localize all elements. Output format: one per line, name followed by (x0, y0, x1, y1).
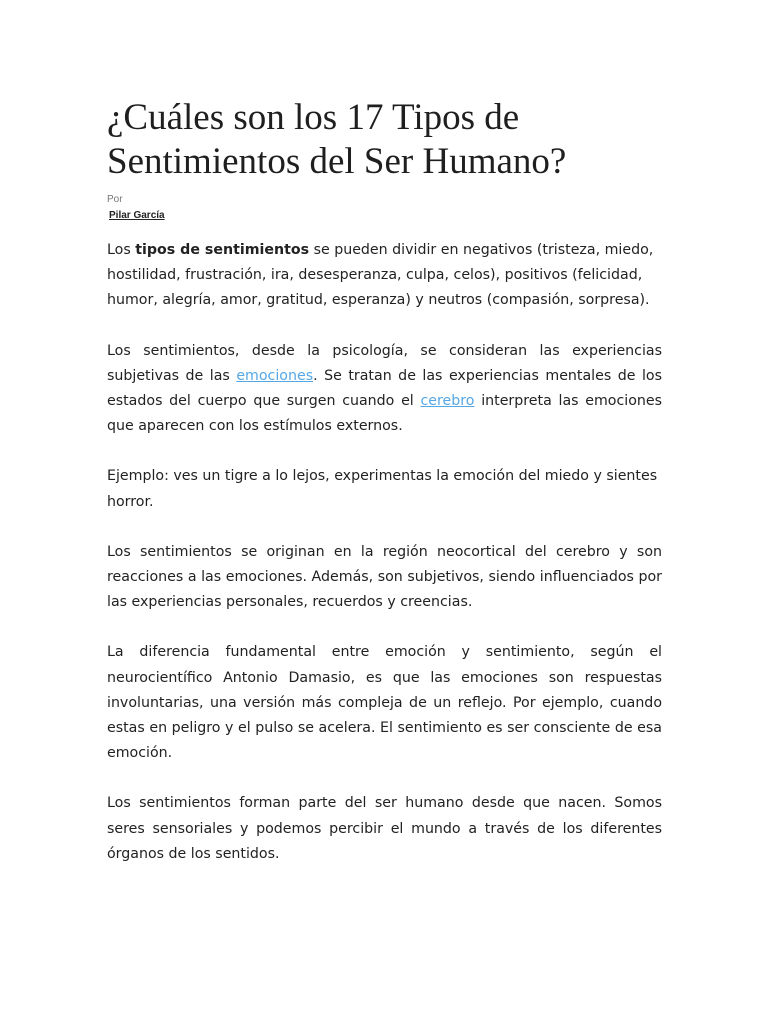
article-body (107, 238, 662, 892)
intro-bold-term: tipos de sentimientos (135, 242, 310, 258)
paragraph-senses: Los sentimientos forman parte del ser humano desde que nacen. Somos seres sensoriales y podemos percibir el mundo a través de los diferentes órganos de los sentidos. (107, 795, 662, 862)
paragraph-origin: Los sentimientos se originan en la región neocortical del cerebro y son reacciones a las emociones. Además, son subjetivos, siendo influenciados por las experiencias personales, recuerdos y creencias. (107, 543, 662, 611)
author-link[interactable]: Pilar García (109, 210, 165, 221)
intro-text-start: Los (107, 242, 136, 258)
definition-text-end: interpreta las emociones que aparecen con los estímulos externos. (107, 393, 663, 435)
paragraph-definition (107, 339, 662, 440)
definition-text-start: Los sentimientos, desde la psicología, se consideran las experiencias subjetivas de las (107, 342, 662, 384)
paragraph-difference: La diferencia fundamental entre emoción y sentimiento, según el neurocientífico Antonio Damasio, es que las emociones son respuestas involuntarias, una versión más compleja de un reflejo. Por ejemplo, cuando estas en peligro y el pulso se acelera. El sentimiento es ser consciente de esa emoción. (107, 644, 662, 762)
byline-prefix: Por (107, 194, 123, 205)
paragraph-example: Ejemplo: ves un tigre a lo lejos, experimentas la emoción del miedo y sientes horror. (107, 468, 658, 510)
cerebro-link[interactable]: cerebro (420, 393, 475, 410)
article-title: ¿Cuáles son los 17 Tipos de Sentimientos del Ser Humano? (107, 97, 567, 182)
definition-text-mid: . Se tratan de las experiencias mentales de los estados del cuerpo que surgen cuando el (107, 367, 662, 410)
intro-text-end: se pueden dividir en negativos (tristeza, miedo, hostilidad, frustración, ira, desesperanza, culpa, celos), positivos (felicidad, humor, alegría, amor, gratitud, esperanza) y neutros (compasión, sorpresa). (107, 242, 654, 309)
paragraph-intro (107, 238, 662, 314)
emociones-link[interactable]: emociones (236, 367, 314, 384)
